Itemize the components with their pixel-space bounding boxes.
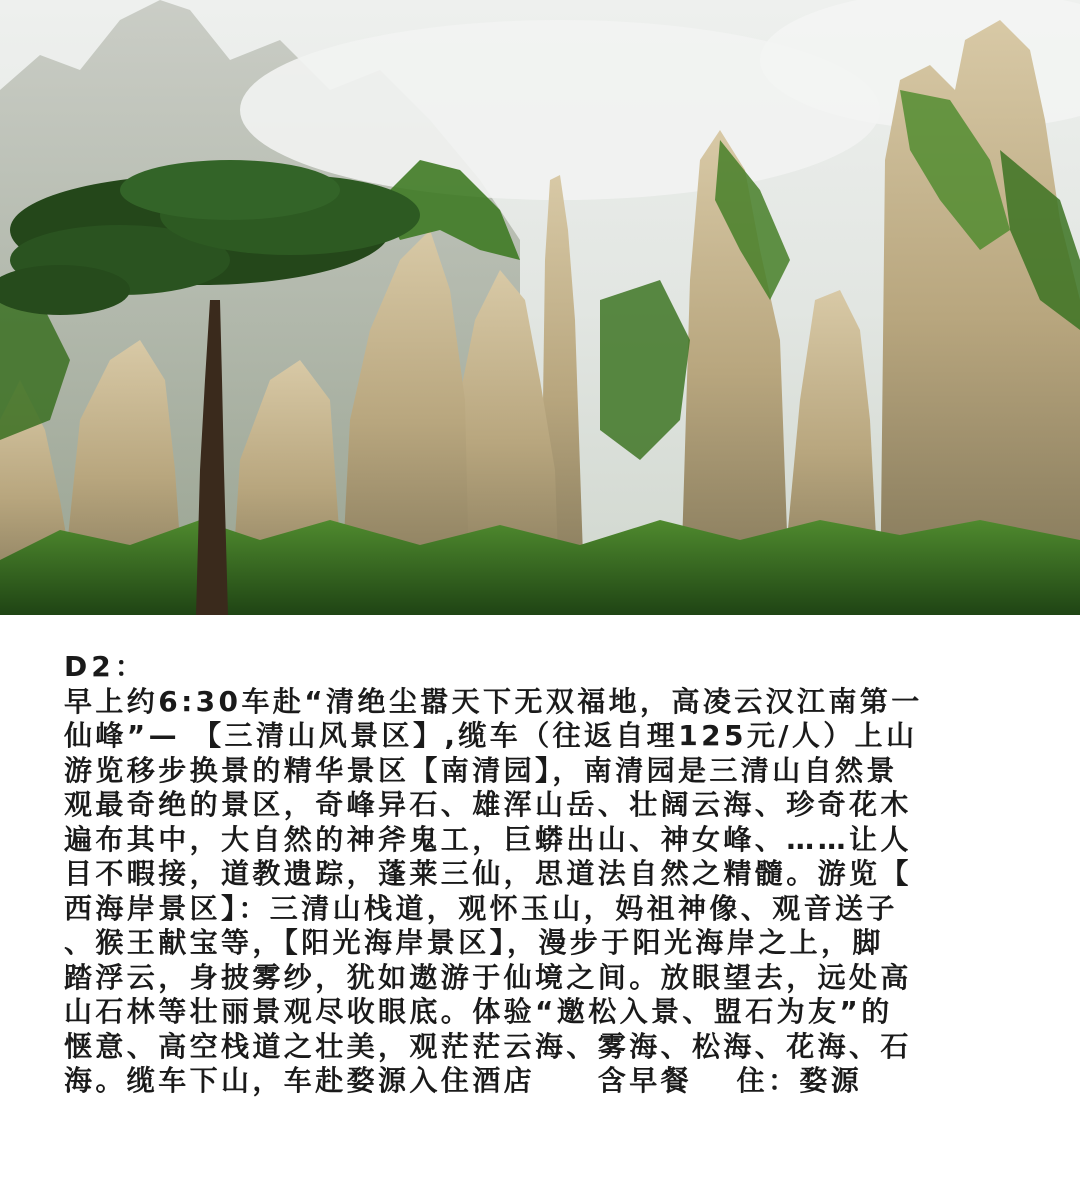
itinerary-line: 惬意、高空栈道之壮美，观茫茫云海、雾海、松海、花海、石 (64, 1029, 912, 1063)
itinerary-line: 早上约6:30车赴“清绝尘嚣天下无双福地，高凌云汉江南第一 (64, 684, 923, 718)
itinerary-line: 游览移步换景的精华景区【南清园】，南清园是三清山自然景 (64, 753, 898, 787)
itinerary-line: 观最奇绝的景区，奇峰异石、雄浑山岳、壮阔云海、珍奇花木 (64, 788, 912, 821)
day-label: D2： (64, 650, 147, 683)
itinerary-line: 、猴王献宝等，【阳光海岸景区】，漫步于阳光海岸之上，脚 (64, 926, 884, 959)
itinerary-line: 遍布其中，大自然的神斧鬼工，巨蟒出山、神女峰、……让人 (64, 822, 912, 856)
itinerary-line: 目不暇接，道教遗踪，蓬莱三仙，思道法自然之精髓。游览【 (64, 857, 912, 890)
itinerary-line: 仙峰”— 【三清山风景区】,缆车（往返自理125元/人）上山 (64, 719, 918, 752)
itinerary-line: 海。缆车下山，车赴婺源入住酒店 含早餐 住：婺源 (64, 1064, 863, 1097)
itinerary-line: 踏浮云，身披雾纱，犹如遨游于仙境之间。放眼望去，远处高 (64, 960, 912, 994)
itinerary-line: 山石林等壮丽景观尽收眼底。体验“邀松入景、盟石为友”的 (64, 995, 893, 1028)
itinerary-description (64, 650, 1024, 1099)
itinerary-line: 西海岸景区】：三清山栈道，观怀玉山，妈祖神像、观音送子 (64, 891, 898, 925)
